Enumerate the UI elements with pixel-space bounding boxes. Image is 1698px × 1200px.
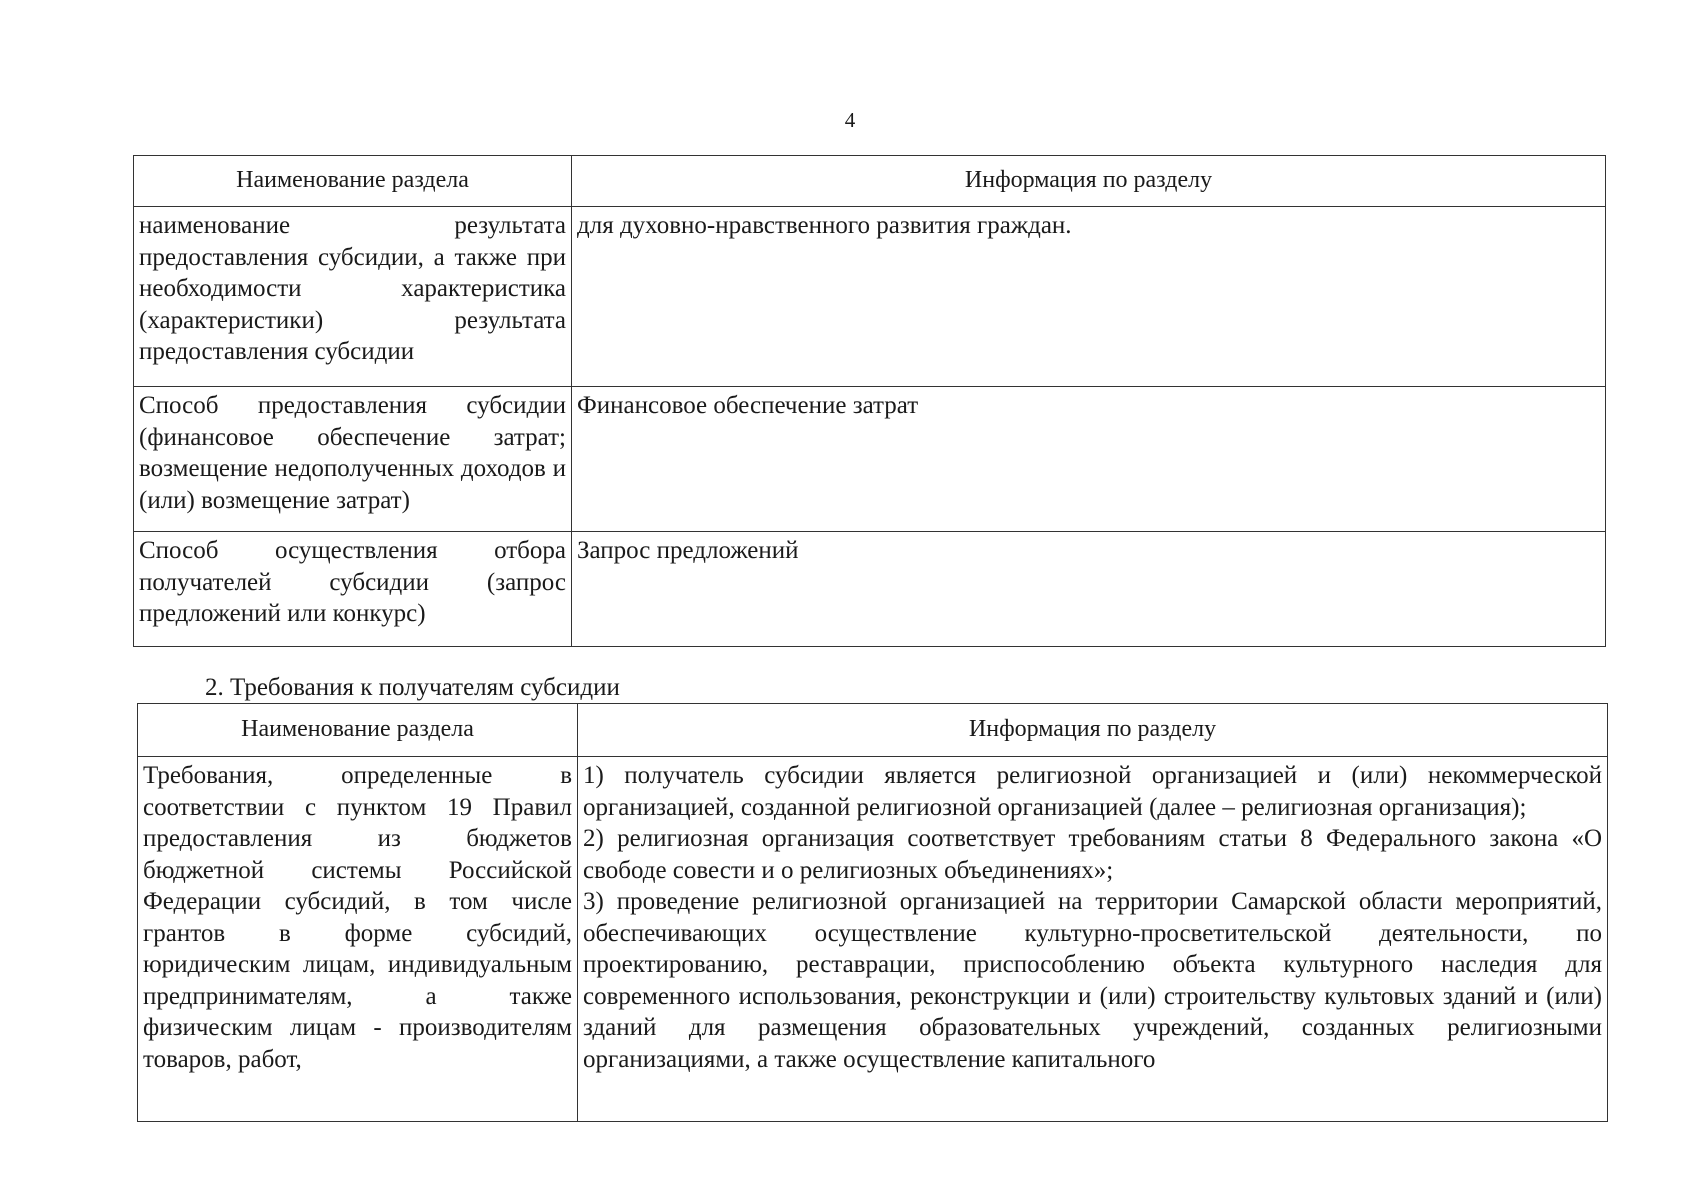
requirement-item: 1) получатель субсидии является религиозной организацией и (или) некоммерческой организацией, созданной религиозной организацией (далее – религиозная организация);	[583, 762, 1602, 821]
row-section-info: Запрос предложений	[572, 532, 1606, 647]
table-header-row	[134, 156, 1606, 207]
row-section-name: Требования, определенные в соответствии с пунктом 19 Правил предоставления из бюджетов бюджетной системы Российской Федерации субсидий, в том числе грантов в форме субсидий, юридическим лицам, индивидуальным предпринимателям, а также физическим лицам - производителям товаров, работ,	[138, 757, 578, 1122]
row-section-name: Способ осуществления отбора получателей субсидии (запрос предложений или конкурс)	[134, 532, 572, 647]
row-section-info: для духовно-нравственного развития граждан.	[572, 207, 1606, 387]
row-section-info	[578, 757, 1608, 1122]
section-2-table	[137, 703, 1608, 1122]
requirement-item: 3) проведение религиозной организацией на территории Самарской области мероприятий, обеспечивающих осуществление культурно-просветительской деятельности, по проектированию, реставрации, приспособлению объекта культурного наследия для современного использования, реконструкции и (или) строительству культовых зданий и (или) зданий для размещения образовательных учреждений, созданных религиозными организациями, а также осуществление капитального	[583, 888, 1602, 1073]
table-row	[134, 532, 1606, 647]
requirement-item: 2) религиозная организация соответствует требованиям статьи 8 Федерального закона «О свободе совести и о религиозных объединениях»;	[583, 825, 1602, 884]
column-header-section-info: Информация по разделу	[578, 704, 1608, 757]
table-row	[134, 387, 1606, 532]
row-section-name: наименование результата предоставления субсидии, а также при необходимости характеристика (характеристики) результата предоставления субсидии	[134, 207, 572, 387]
column-header-section-info: Информация по разделу	[572, 156, 1606, 207]
table-row	[138, 757, 1608, 1122]
row-section-info: Финансовое обеспечение затрат	[572, 387, 1606, 532]
section-1-table	[133, 155, 1606, 647]
table-header-row	[138, 704, 1608, 757]
section-heading: 2. Требования к получателям субсидии	[205, 674, 620, 701]
page-number: 4	[844, 108, 856, 132]
table-row	[134, 207, 1606, 387]
row-section-name: Способ предоставления субсидии (финансовое обеспечение затрат; возмещение недополученных доходов и (или) возмещение затрат)	[134, 387, 572, 532]
column-header-section-name: Наименование раздела	[138, 704, 578, 757]
column-header-section-name: Наименование раздела	[134, 156, 572, 207]
